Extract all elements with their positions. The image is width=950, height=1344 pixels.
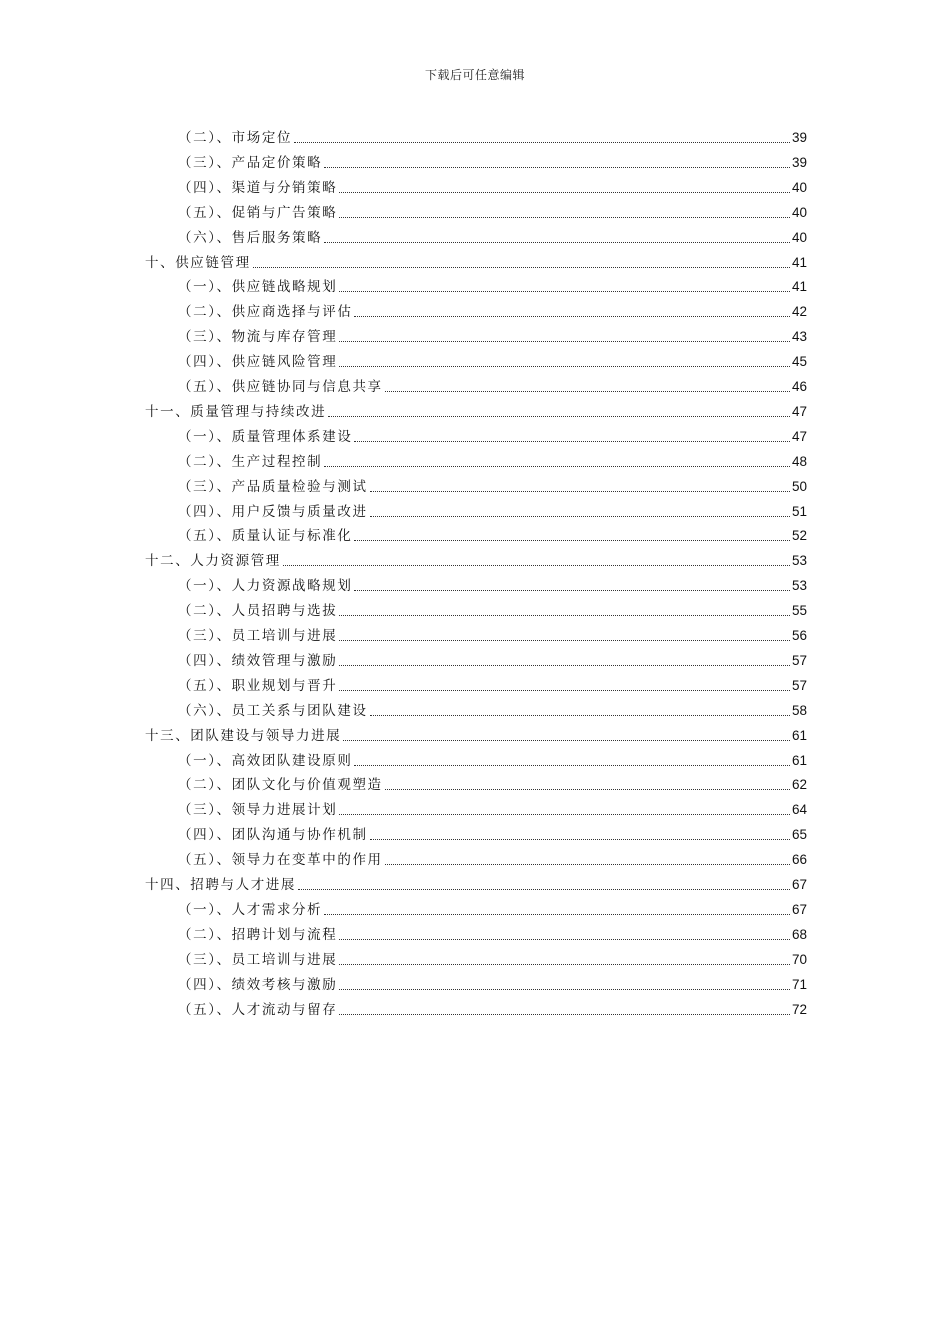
toc-section-entry[interactable] bbox=[178, 822, 807, 844]
toc-section-entry[interactable] bbox=[178, 573, 807, 595]
toc-chapter-entry[interactable] bbox=[145, 399, 807, 421]
toc-section-entry[interactable] bbox=[178, 374, 807, 396]
toc-page-number: 39 bbox=[791, 130, 807, 145]
toc-entry-title: （三）、产品质量检验与测试 bbox=[178, 478, 368, 495]
toc-page-number: 53 bbox=[791, 578, 807, 594]
toc-page-number: 46 bbox=[791, 379, 807, 394]
toc-entry-title: 十四、招聘与人才进展 bbox=[145, 877, 296, 893]
toc-section-entry[interactable] bbox=[178, 847, 807, 869]
toc-entry-title: （三）、领导力进展计划 bbox=[178, 802, 338, 819]
toc-page-number: 64 bbox=[791, 802, 807, 818]
toc-entry-title: （一）、高效团队建设原则 bbox=[178, 752, 353, 769]
toc-entry-title: （二）、生产过程控制 bbox=[178, 453, 323, 470]
toc-chapter-entry[interactable] bbox=[145, 548, 807, 570]
toc-entry-title: （五）、促销与广告策略 bbox=[178, 204, 338, 221]
toc-section-entry[interactable] bbox=[178, 274, 807, 296]
toc-section-entry[interactable] bbox=[178, 424, 807, 446]
toc-chapter-entry[interactable] bbox=[145, 250, 807, 272]
toc-section-entry[interactable] bbox=[178, 175, 807, 197]
toc-page-number: 61 bbox=[791, 727, 807, 743]
toc-section-entry[interactable] bbox=[178, 623, 807, 645]
toc-dot-leader bbox=[385, 391, 790, 392]
toc-section-entry[interactable] bbox=[178, 922, 807, 944]
toc-dot-leader bbox=[339, 640, 790, 641]
toc-entry-title: （二）、供应商选择与评估 bbox=[178, 304, 353, 321]
toc-entry-title: （一）、质量管理体系建设 bbox=[178, 428, 353, 445]
toc-dot-leader bbox=[354, 590, 790, 591]
toc-entry-title: （五）、职业规划与晋升 bbox=[178, 677, 338, 694]
toc-dot-leader bbox=[339, 615, 790, 616]
toc-section-entry[interactable] bbox=[178, 200, 807, 222]
toc-section-entry[interactable] bbox=[178, 797, 807, 819]
toc-entry-title: （二）、团队文化与价值观塑造 bbox=[178, 777, 383, 794]
toc-section-entry[interactable] bbox=[178, 772, 807, 794]
toc-page-number: 57 bbox=[791, 652, 807, 668]
toc-page-number: 68 bbox=[791, 926, 807, 942]
toc-page-number: 62 bbox=[791, 777, 807, 793]
toc-dot-leader bbox=[354, 441, 790, 442]
toc-dot-leader bbox=[370, 839, 790, 840]
toc-section-entry[interactable] bbox=[178, 125, 807, 147]
toc-section-entry[interactable] bbox=[178, 523, 807, 545]
toc-section-entry[interactable] bbox=[178, 748, 807, 770]
toc-entry-title: （二）、市场定位 bbox=[178, 130, 293, 146]
toc-entry-title: 十二、人力资源管理 bbox=[145, 553, 281, 570]
toc-section-entry[interactable] bbox=[178, 474, 807, 496]
toc-chapter-entry[interactable] bbox=[145, 872, 807, 894]
toc-dot-leader bbox=[339, 291, 790, 292]
toc-entry-title: （二）、人员招聘与选拔 bbox=[178, 603, 338, 620]
toc-page-number: 41 bbox=[791, 254, 807, 270]
toc-page-number: 48 bbox=[791, 453, 807, 469]
toc-page-number: 55 bbox=[791, 603, 807, 619]
toc-page-number: 51 bbox=[791, 503, 807, 519]
toc-dot-leader bbox=[339, 665, 790, 666]
toc-entry-title: （一）、人力资源战略规划 bbox=[178, 578, 353, 595]
toc-dot-leader bbox=[370, 516, 790, 517]
toc-page-number: 47 bbox=[791, 403, 807, 419]
toc-entry-title: （五）、领导力在变革中的作用 bbox=[178, 852, 383, 869]
toc-dot-leader bbox=[385, 789, 790, 790]
toc-section-entry[interactable] bbox=[178, 349, 807, 371]
toc-dot-leader bbox=[324, 167, 790, 168]
toc-dot-leader bbox=[339, 217, 790, 218]
toc-entry-title: （一）、人才需求分析 bbox=[178, 901, 323, 918]
toc-dot-leader bbox=[324, 242, 790, 243]
toc-dot-leader bbox=[339, 192, 790, 193]
toc-section-entry[interactable] bbox=[178, 972, 807, 994]
toc-section-entry[interactable] bbox=[178, 150, 807, 172]
toc-page-number: 67 bbox=[791, 901, 807, 917]
toc-entry-title: （三）、产品定价策略 bbox=[178, 154, 323, 171]
toc-dot-leader bbox=[339, 964, 790, 965]
toc-entry-title: （六）、售后服务策略 bbox=[178, 229, 323, 246]
toc-entry-title: （四）、绩效考核与激励 bbox=[178, 976, 338, 993]
toc-entry-title: （四）、供应链风险管理 bbox=[178, 354, 338, 371]
toc-section-entry[interactable] bbox=[178, 997, 807, 1019]
toc-page-number: 47 bbox=[791, 428, 807, 444]
toc-dot-leader bbox=[283, 565, 790, 566]
toc-section-entry[interactable] bbox=[178, 299, 807, 321]
toc-section-entry[interactable] bbox=[178, 225, 807, 247]
toc-section-entry[interactable] bbox=[178, 648, 807, 670]
toc-section-entry[interactable] bbox=[178, 947, 807, 969]
toc-dot-leader bbox=[339, 341, 790, 342]
toc-entry-title: （二）、招聘计划与流程 bbox=[178, 926, 338, 943]
toc-dot-leader bbox=[298, 889, 790, 890]
toc-dot-leader bbox=[339, 989, 790, 990]
toc-page-number: 40 bbox=[791, 204, 807, 220]
toc-section-entry[interactable] bbox=[178, 698, 807, 720]
toc-chapter-entry[interactable] bbox=[145, 723, 807, 745]
toc-section-entry[interactable] bbox=[178, 598, 807, 620]
toc-dot-leader bbox=[294, 142, 790, 143]
toc-page-number: 41 bbox=[791, 279, 807, 295]
toc-entry-title: （四）、绩效管理与激励 bbox=[178, 652, 338, 669]
toc-dot-leader bbox=[253, 267, 790, 268]
toc-page-number: 39 bbox=[791, 154, 807, 170]
toc-dot-leader bbox=[339, 814, 790, 815]
toc-dot-leader bbox=[324, 466, 790, 467]
toc-dot-leader bbox=[354, 316, 790, 317]
toc-dot-leader bbox=[339, 1014, 790, 1015]
toc-page-number: 57 bbox=[791, 677, 807, 693]
toc-page-number: 40 bbox=[791, 229, 807, 245]
toc-section-entry[interactable] bbox=[178, 897, 807, 919]
toc-dot-leader bbox=[324, 914, 790, 915]
toc-page-number: 45 bbox=[791, 354, 807, 370]
toc-entry-title: （三）、员工培训与进展 bbox=[178, 951, 338, 968]
toc-entry-title: （四）、团队沟通与协作机制 bbox=[178, 827, 368, 844]
toc-entry-title: （五）、人才流动与留存 bbox=[178, 1001, 338, 1018]
toc-entry-title: （三）、物流与库存管理 bbox=[178, 329, 338, 346]
toc-dot-leader bbox=[339, 690, 790, 691]
toc-page-number: 66 bbox=[791, 852, 807, 868]
toc-dot-leader bbox=[370, 715, 790, 716]
toc-entry-title: （五）、供应链协同与信息共享 bbox=[178, 379, 383, 395]
toc-page-number: 53 bbox=[791, 553, 807, 569]
toc-section-entry[interactable] bbox=[178, 673, 807, 695]
toc-page-number: 43 bbox=[791, 329, 807, 345]
toc-entry-title: （四）、用户反馈与质量改进 bbox=[178, 503, 368, 520]
toc-page-number: 42 bbox=[791, 304, 807, 320]
toc-page-number: 61 bbox=[791, 752, 807, 768]
toc-dot-leader bbox=[343, 740, 790, 741]
toc-page-number: 67 bbox=[791, 877, 807, 892]
toc-dot-leader bbox=[370, 491, 790, 492]
toc-page-number: 52 bbox=[791, 528, 807, 544]
toc-dot-leader bbox=[354, 765, 790, 766]
toc-dot-leader bbox=[385, 864, 790, 865]
toc-page-number: 71 bbox=[791, 976, 807, 992]
toc-page-number: 40 bbox=[791, 179, 807, 195]
toc-entry-title: 十三、团队建设与领导力进展 bbox=[145, 727, 342, 744]
toc-entry-title: （一）、供应链战略规划 bbox=[178, 279, 338, 296]
toc-page-number: 56 bbox=[791, 628, 807, 643]
toc-entry-title: 十、供应链管理 bbox=[145, 254, 251, 271]
toc-page-number: 65 bbox=[791, 827, 807, 843]
toc-entry-title: （四）、渠道与分销策略 bbox=[178, 179, 338, 196]
toc-entry-title: 十一、质量管理与持续改进 bbox=[145, 403, 327, 420]
toc-entry-title: （三）、员工培训与进展 bbox=[178, 628, 338, 644]
toc-page-number: 70 bbox=[791, 951, 807, 967]
page-header: 下载后可任意编辑 bbox=[424, 68, 525, 82]
toc-section-entry[interactable] bbox=[178, 324, 807, 346]
toc-dot-leader bbox=[328, 416, 790, 417]
toc-entry-title: （六）、员工关系与团队建设 bbox=[178, 702, 368, 719]
toc-page-number: 72 bbox=[791, 1001, 807, 1017]
toc-page-number: 50 bbox=[791, 478, 807, 494]
toc-section-entry[interactable] bbox=[178, 449, 807, 471]
toc-entry-title: （五）、质量认证与标准化 bbox=[178, 528, 353, 545]
toc-section-entry[interactable] bbox=[178, 499, 807, 521]
toc-page-number: 58 bbox=[791, 702, 807, 718]
toc-dot-leader bbox=[339, 939, 790, 940]
toc-dot-leader bbox=[354, 540, 790, 541]
toc-dot-leader bbox=[339, 366, 790, 367]
